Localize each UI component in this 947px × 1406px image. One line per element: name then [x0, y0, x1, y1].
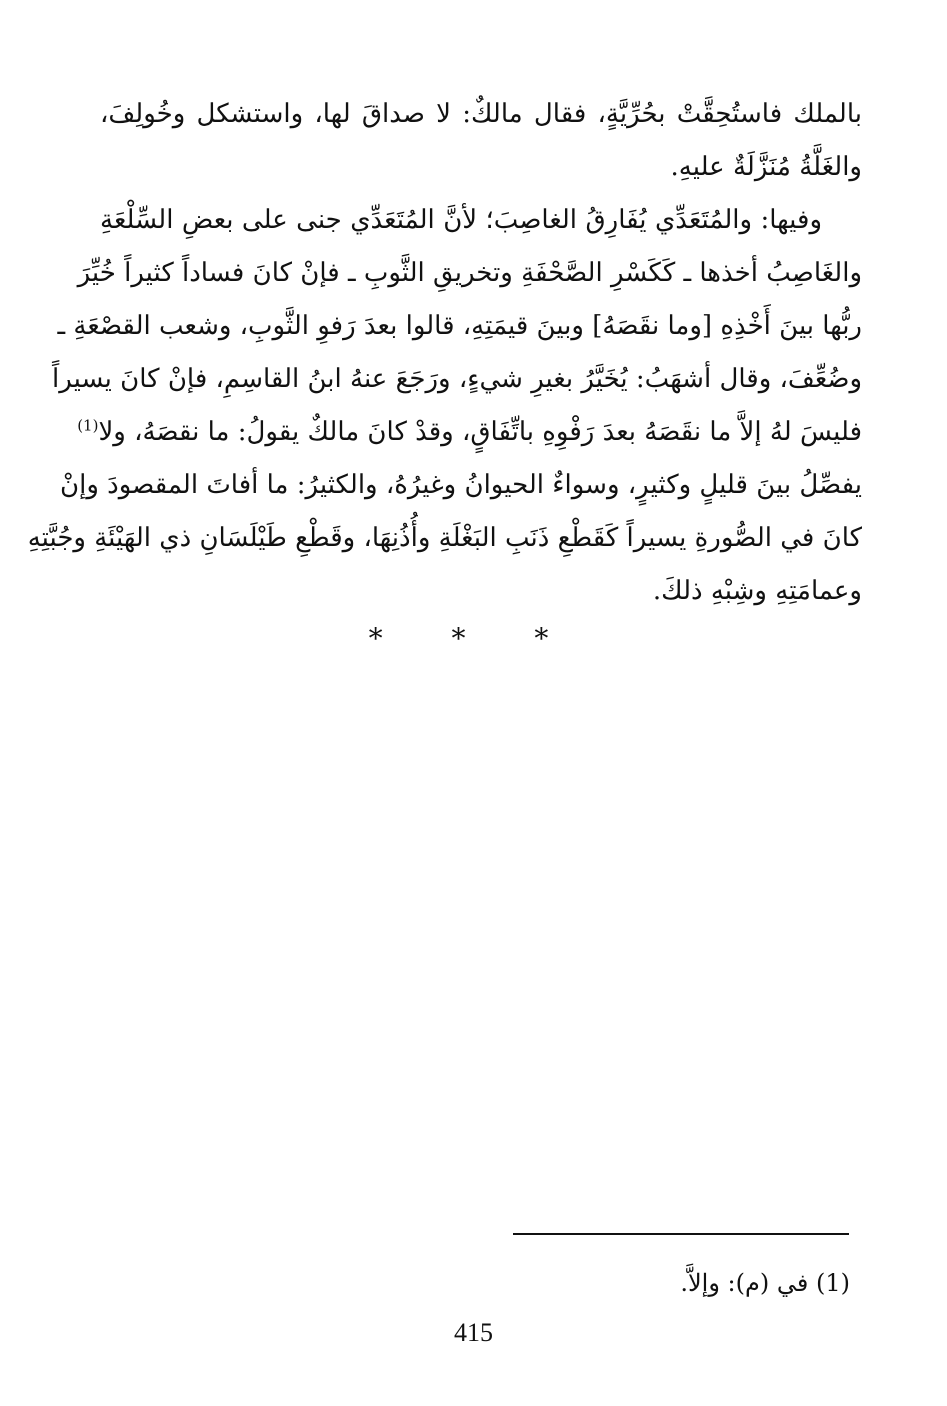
text-line: بالملك فاستُحِقَّتْ بحُرِّيَّةٍ، فقال مالكٌ: لا صداقَ لها، واستشكل وخُولِفَ،: [100, 99, 862, 129]
text-line: ربُّها بينَ أَخْذِهِ [وما نقَصَهُ] وبينَ قيمَتِهِ، قالوا بعدَ رَفوِ الثَّوبِ، وشعب القصْعَةِ ـ: [57, 311, 862, 341]
footnote-number: (1): [815, 1269, 850, 1297]
text-line: فليسَ لهُ إلاَّ ما نقَصَهُ بعدَ رَفْوِهِ باتِّفَاقٍ، وقدْ كانَ مالكٌ يقولُ: ما نقصَهُ، ولا: [98, 417, 862, 447]
footnote-separator: [513, 1233, 849, 1235]
section-divider: * * *: [368, 622, 579, 655]
footnote-text: في (م): وإلاَّ.: [680, 1269, 809, 1297]
paragraph-2: [27, 194, 862, 618]
text-line: كانَ في الصُّورةِ يسيراً كَقَطْعِ ذَنَبِ البَغْلَةِ وأُذُنِهَا، وقَطْعِ طَيْلَسَانِ ذي الهَيْئَةِ وجُبَّتِهِ: [27, 523, 862, 553]
text-line: وعمامَتِهِ وشِبْهِ ذلكَ.: [652, 576, 862, 606]
footnote-marker[interactable]: (1): [77, 416, 99, 435]
text-line: والغَاصِبُ أخذها ـ كَكَسْرِ الصَّحْفَةِ وتخريقِ الثَّوبِ ـ فإنْ كانَ فساداً كثيراً خُيِّرَ: [77, 258, 862, 288]
footnote: [500, 1268, 850, 1298]
text-line: يفصِّلُ بينَ قليلٍ وكثيرٍ، وسواءٌ الحيوانُ وغيرُهُ، والكثيرُ: ما أفاتَ المقصودَ وإنْ: [60, 470, 862, 500]
text-line: والغَلَّةُ مُنَزَّلَةٌ عليهِ.: [670, 152, 862, 182]
paragraph-1: [100, 88, 862, 194]
text-line: وفيها: والمُتَعَدِّي يُفَارِقُ الغاصِبَ؛ لأنَّ المُتَعَدِّي جنى على بعضِ السِّلْعَةِ: [100, 205, 822, 235]
main-text: [27, 88, 862, 618]
text-line-with-footnote: [77, 406, 862, 459]
text-line: وضُعِّفَ، وقال أشهَبُ: يُخَيَّرُ بغيرِ شيءٍ، ورَجَعَ عنهُ ابنُ القاسِمِ، فإنْ كانَ يسيراً: [52, 364, 862, 394]
page-number: 415: [454, 1318, 493, 1347]
